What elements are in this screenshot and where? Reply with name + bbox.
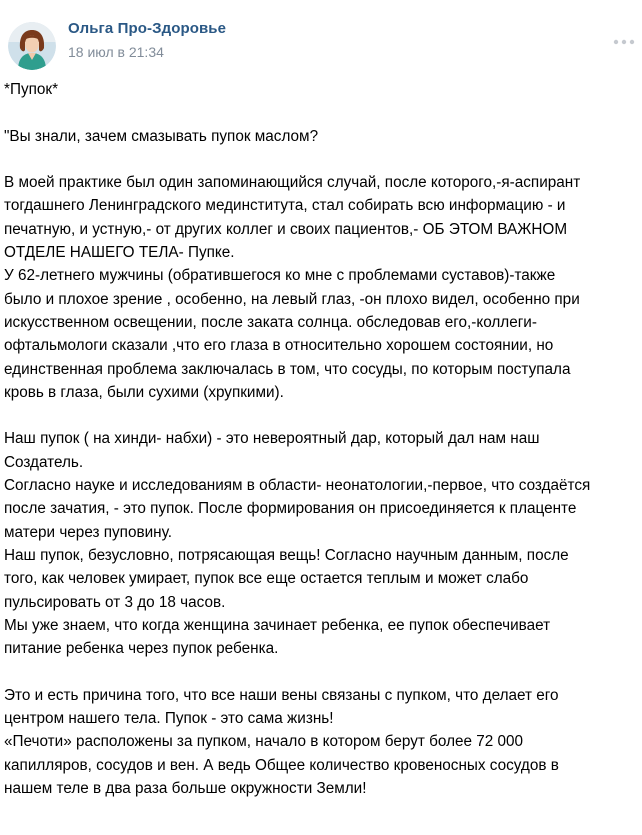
text-line: пульсировать от 3 до 18 часов. xyxy=(4,593,226,611)
text-line: Наш пупок ( на хинди- набхи) - это невероятный дар, который дал нам наш xyxy=(4,430,540,448)
text-line: питание ребенка через пупок ребенка. xyxy=(4,640,279,658)
blank-line xyxy=(4,660,636,683)
text-line: "Вы знали, зачем смазывать пупок маслом? xyxy=(4,127,319,145)
text-line: *Пупок* xyxy=(4,81,59,98)
text-line: искусственном освещении, после заката солнца. обследовав его,-коллеги- xyxy=(4,313,537,331)
text-line: Мы уже знаем, что когда женщина зачинает ребенка, ее пупок обеспечивает xyxy=(4,616,551,634)
author-name[interactable]: Ольга Про-Здоровье xyxy=(68,20,227,37)
text-line: «Печоти» расположены за пупком, начало в котором берут более 72 000 xyxy=(4,733,524,751)
text-line: кровь в глаза, были сухими (хрупкими). xyxy=(4,383,284,401)
text-line: того, как человек умирает, пупок все еще остается теплым и может слабо xyxy=(4,570,529,588)
text-line: после зачатия, - это пупок. После формирования он присоединяется к плаценте xyxy=(4,500,577,518)
text-line: Это и есть причина того, что все наши вены связаны с пупком, что делает его xyxy=(4,686,559,704)
text-line: печатную, и устную,- от других коллег и своих пациентов,- ОБ ЭТОМ ВАЖНОМ xyxy=(4,220,568,238)
text-line: В моей практике был один запоминающийся случай, после которого,-я-аспирант xyxy=(4,174,581,192)
blank-line xyxy=(4,404,636,427)
text-line: тогдашнего Ленинградского мединститута, стал собирать всю информацию - и xyxy=(4,197,566,215)
text-line: Наш пупок, безусловно, потрясающая вещь! Согласно научным данным, после xyxy=(4,546,569,564)
text-line: единственная проблема заключалась в том, что сосуды, по которым поступала xyxy=(4,360,571,378)
blank-line xyxy=(4,101,636,124)
text-line: было и плохое зрение , особенно, на левый глаз, -он плохо видел, особенно при xyxy=(4,290,580,308)
more-horizontal-icon[interactable] xyxy=(608,30,640,54)
text-line: матери через пуповину. xyxy=(4,523,172,541)
post-text xyxy=(4,78,636,800)
text-line: Согласно науке и исследованиям в области- неонатологии,-первое, что создаётся xyxy=(4,477,591,495)
text-line: центром нашего тела. Пупок - это сама жизнь! xyxy=(4,710,334,728)
text-line: У 62-летнего мужчины (обратившегося ко мне с проблемами суставов)-также xyxy=(4,267,556,285)
blank-line xyxy=(4,148,636,171)
text-line: капилляров, сосудов и вен. А ведь Общее количество кровеносных сосудов в xyxy=(4,756,559,774)
text-line: ОТДЕЛЕ НАШЕГО ТЕЛА- Пупке. xyxy=(4,244,235,262)
avatar[interactable] xyxy=(8,22,56,70)
text-line: Создатель. xyxy=(4,453,84,471)
post-header xyxy=(0,0,642,76)
post-date[interactable]: 18 июл в 21:34 xyxy=(68,44,164,60)
text-line: нашем теле в два раза больше окружности Земли! xyxy=(4,779,367,797)
text-line: офтальмологи сказали ,что его глаза в относительно хорошем состоянии, но xyxy=(4,337,554,355)
